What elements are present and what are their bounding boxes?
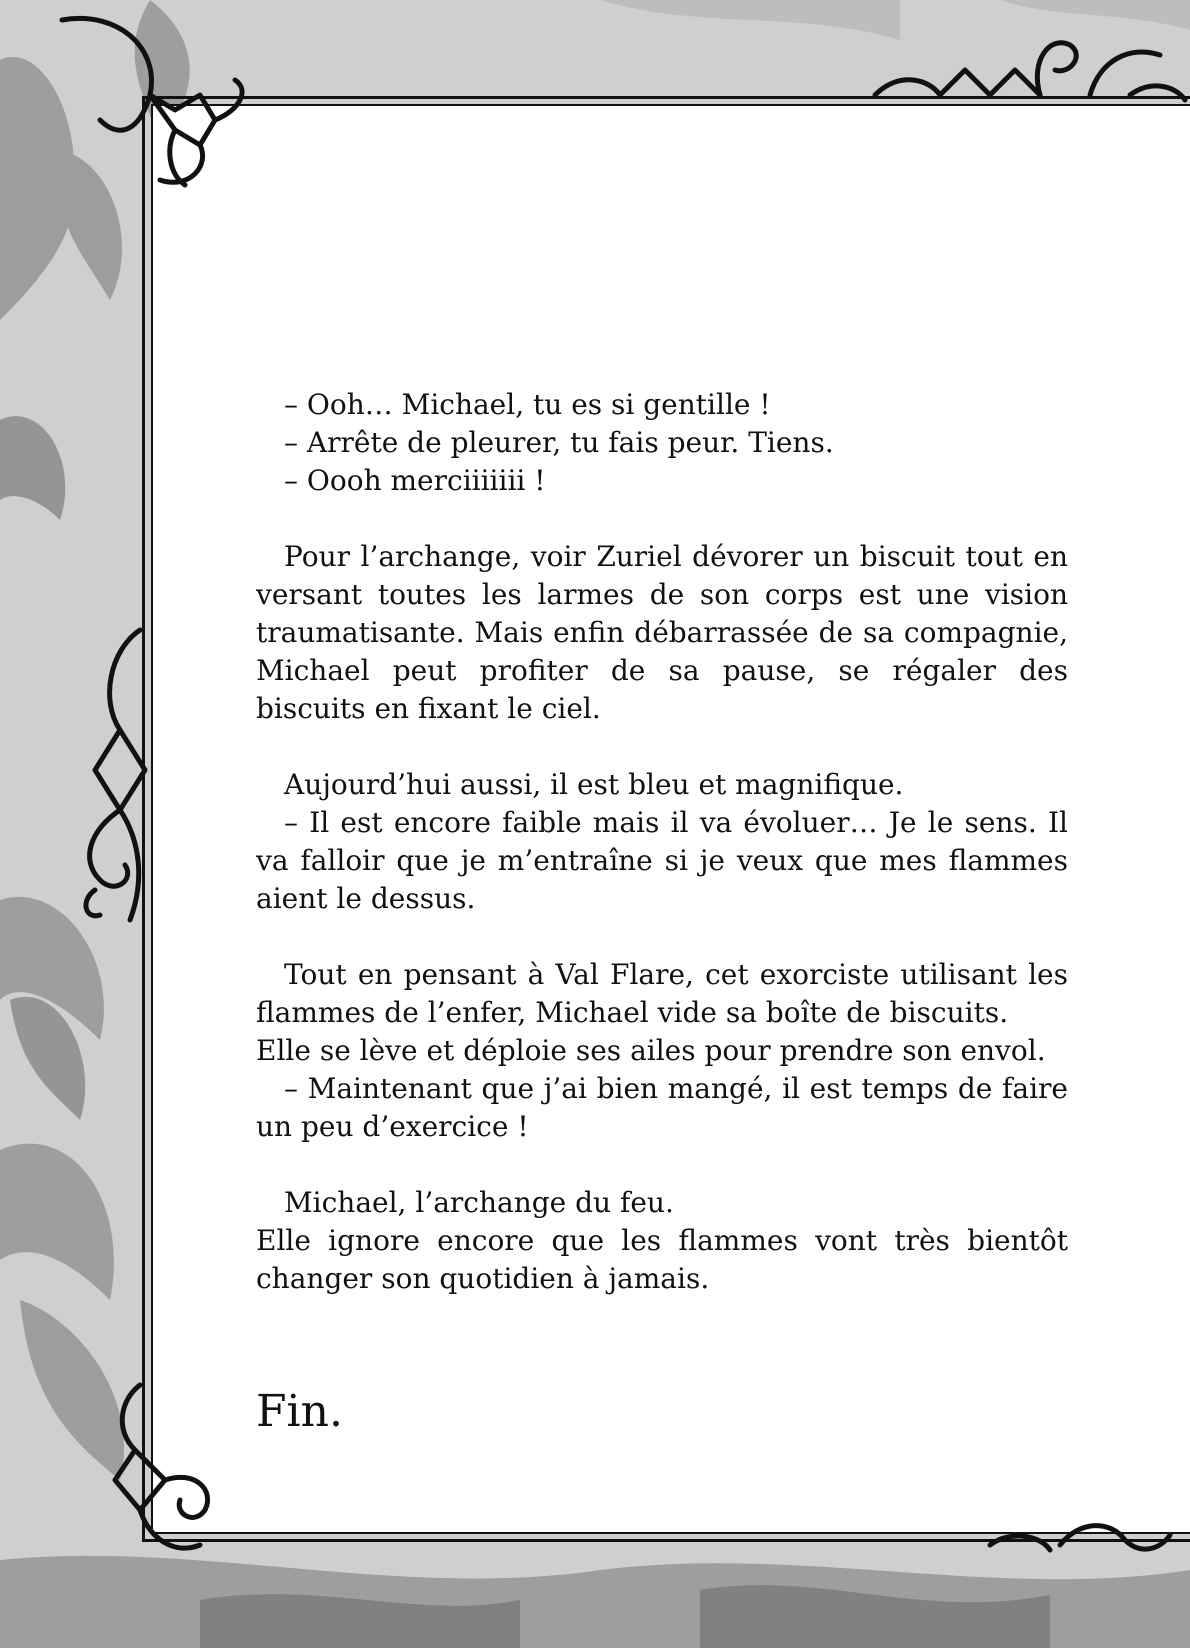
paragraph: Michael, l’archange du feu. (284, 1186, 674, 1219)
paragraph: – Il est encore faible mais il va évoluer… Je le sens. Il va falloir que je m’entraîne si je veux que mes flammes aient le dessus. (256, 806, 1068, 915)
paragraph: – Arrête de pleurer, tu fais peur. Tiens. (284, 426, 834, 459)
paragraph-gap (256, 1146, 1068, 1184)
paragraph: Elle ignore encore que les flammes vont très bientôt changer son quotidien à jamais. (256, 1224, 1068, 1295)
paragraph: Aujourd’hui aussi, il est bleu et magnifique. (284, 768, 904, 801)
paragraph: – Oooh merciiiiiii ! (284, 464, 546, 497)
paragraph: – Ooh… Michael, tu es si gentille ! (284, 388, 771, 421)
paragraph: – Maintenant que j’ai bien mangé, il est temps de faire un peu d’exercice ! (256, 1072, 1068, 1143)
paragraph: Elle se lève et déploie ses ailes pour prendre son envol. (256, 1034, 1046, 1067)
story-text (256, 386, 1068, 1298)
paragraph: Pour l’archange, voir Zuriel dévorer un biscuit tout en versant toutes les larmes de son corps est une vision traumatisante. Mais enfin débarrassée de sa compagnie, Michael peut profiter de sa pause, se régaler des biscuits en fixant le ciel. (256, 540, 1068, 725)
paragraph-gap (256, 728, 1068, 766)
paragraph-gap (256, 918, 1068, 956)
ending-word: Fin. (256, 1386, 343, 1437)
paragraph-gap (256, 500, 1068, 538)
paragraph: Tout en pensant à Val Flare, cet exorciste utilisant les flammes de l’enfer, Michael vide sa boîte de biscuits. (256, 958, 1068, 1029)
